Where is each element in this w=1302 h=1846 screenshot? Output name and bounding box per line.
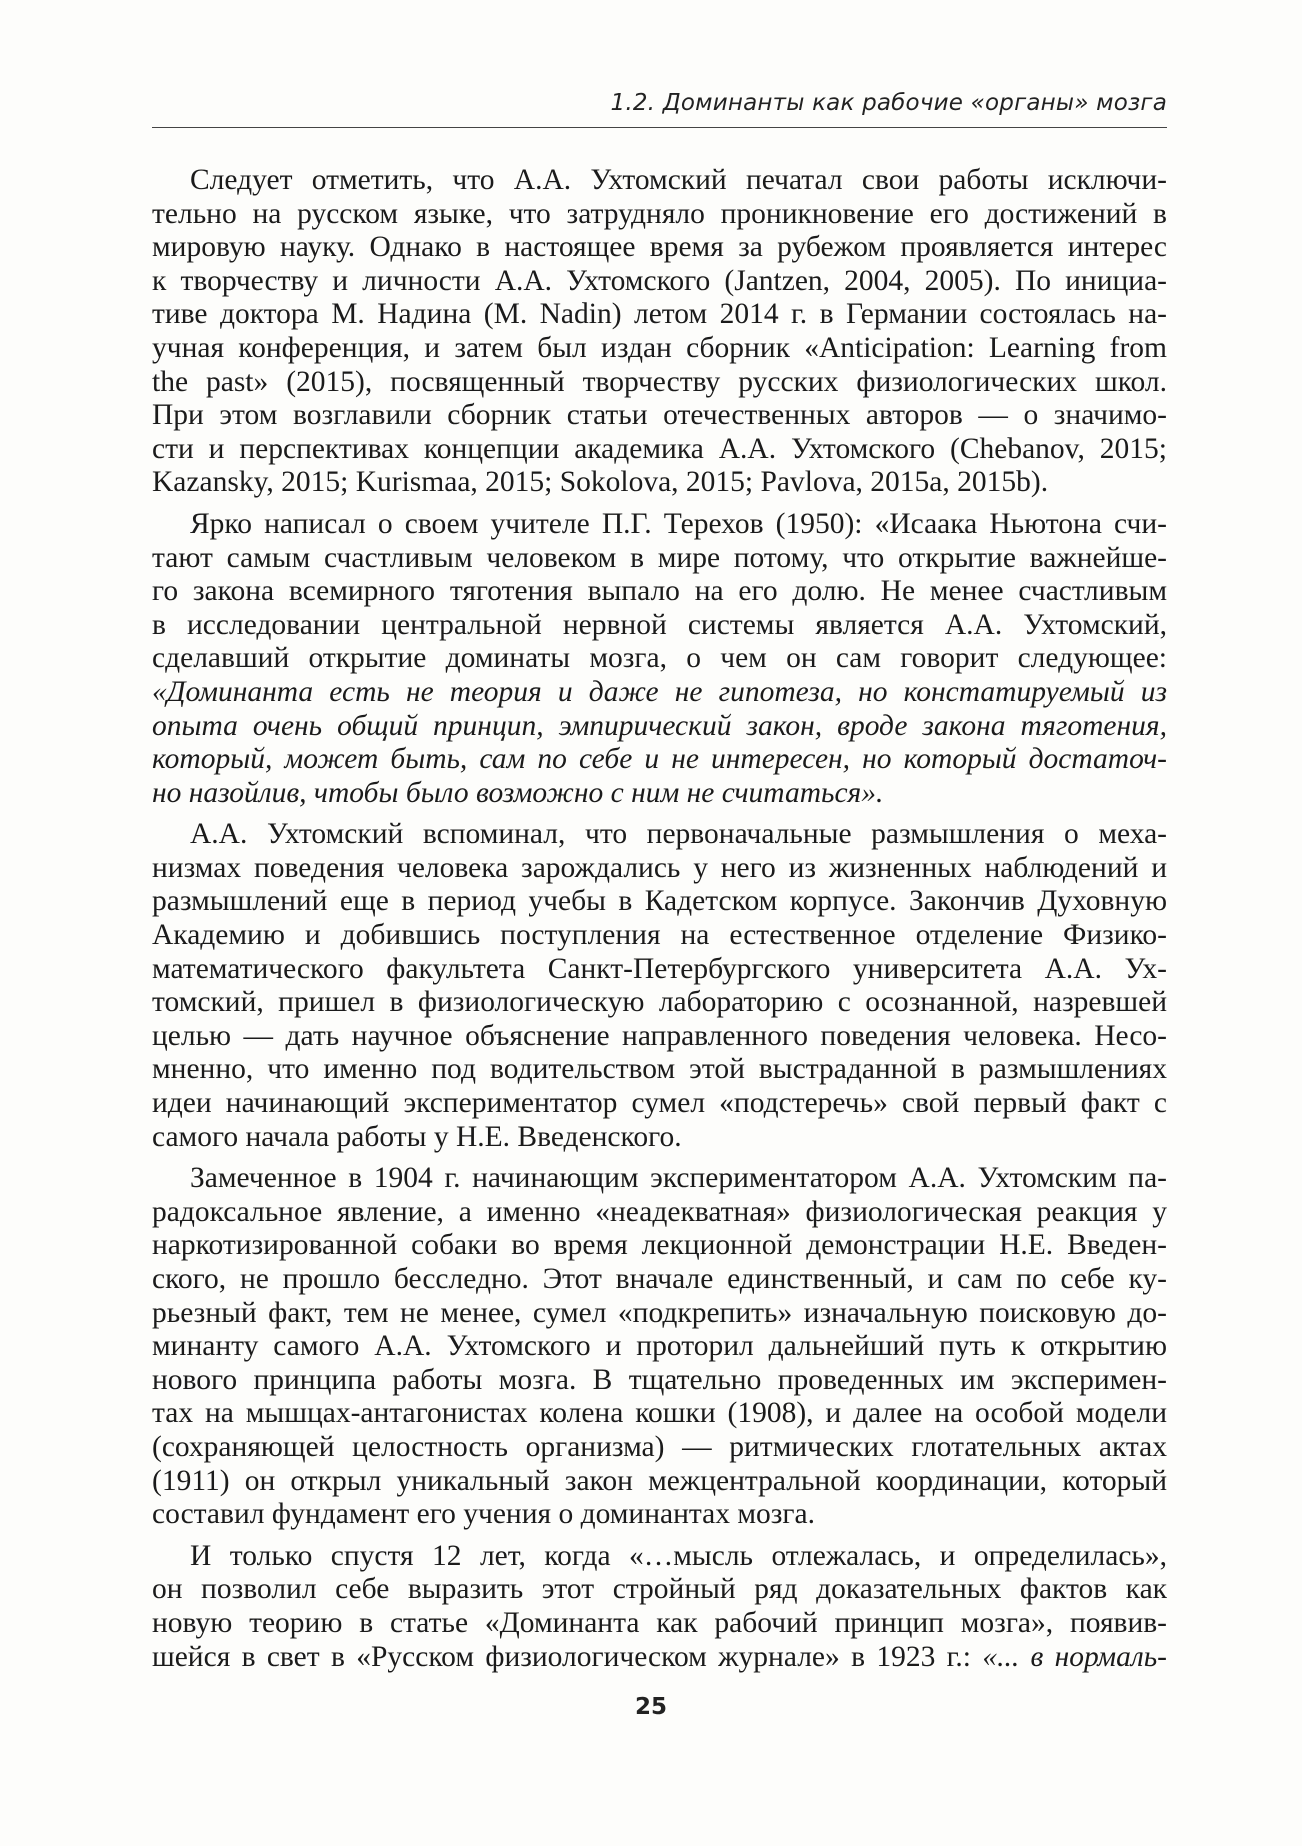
text-line: го закона всемирного тяготения выпало на его долю. Не менее счастливым (152, 575, 1167, 608)
text-line: низмах поведения человека зарождались у него из жизненных наблюдений и (152, 851, 1167, 884)
text-line: А.А. Ухтомский вспоминал, что первоначальные размышления о меха- (190, 818, 1167, 851)
text-line: При этом возглавили сборник статьи отечественных авторов — о значимо- (152, 399, 1167, 432)
paragraph-4 (152, 1162, 1167, 1532)
paragraph-2 (152, 508, 1167, 810)
text-line: учная конференция, и затем был издан сборник «Anticipation: Learning from (152, 331, 1167, 364)
paragraph-1 (152, 164, 1167, 500)
text-line: наркотизированной собаки во время лекционной демонстрации Н.Е. Введен- (152, 1229, 1167, 1262)
quote-line: который, может быть, сам по себе и не интересен, но который достаточ- (152, 743, 1167, 776)
text-line: Замеченное в 1904 г. начинающим экспериментатором А.А. Ухтомским па- (190, 1162, 1167, 1195)
header-rule (152, 127, 1167, 128)
text-line: Kazansky, 2015; Kurismaa, 2015; Sokolova, 2015; Pavlova, 2015a, 2015b). (152, 466, 1049, 499)
text-line: мировую науку. Однако в настоящее время за рубежом проявляется интерес (152, 231, 1167, 264)
running-header: 1.2. Доминанты как рабочие «органы» мозга (610, 90, 1167, 116)
text-line: мненно, что именно под водительством этой выстраданной в размышлениях (152, 1053, 1167, 1086)
text-line: ского, не прошло бесследно. Этот вначале единственный, и сам по себе ку- (152, 1263, 1167, 1295)
quote-fragment: «... в нормаль- (971, 1640, 1167, 1673)
quote-line: но назойлив, чтобы было возможно с ним не считаться». (152, 776, 884, 809)
text-line: математического факультета Санкт-Петербургского университета А.А. Ух- (152, 952, 1167, 985)
text-line: тах на мышцах-антагонистах колена кошки (1908), и далее на особой модели (152, 1397, 1167, 1430)
paragraph-5 (152, 1540, 1167, 1674)
text-line: новую теорию в статье «Доминанта как рабочий принцип мозга», появив- (152, 1606, 1167, 1639)
text-line: тиве доктора М. Надина (M. Nadin) летом 2014 г. в Германии состоялась на- (152, 298, 1167, 331)
text-line: И только спустя 12 лет, когда «…мысль отлежалась, и определилась», (190, 1539, 1167, 1572)
text-line: к творчеству и личности А.А. Ухтомского (Jantzen, 2004, 2005). По инициа- (152, 264, 1167, 297)
quote-line: «Доминанта есть не теория и даже не гипотеза, но констатируемый из (152, 675, 1167, 708)
page-number: 25 (634, 1694, 667, 1720)
text-line: тают самым счастливым человеком в мире потому, что открытие важнейше- (152, 541, 1167, 574)
text-line: он позволил себе выразить этот стройный ряд доказательных фактов как (152, 1573, 1167, 1606)
text-line: составил фундамент его учения о доминантах мозга. (152, 1498, 816, 1531)
text-line: сделавший открытие доминаты мозга, о чем он сам говорит следующее: (152, 642, 1167, 675)
text-line: Академию и добившись поступления на естественное отделение Физико- (152, 919, 1167, 952)
text-line: сти и перспективах концепции академика А.А. Ухтомского (Chebanov, 2015; (152, 432, 1167, 465)
text-line: (сохраняющей целостность организма) — ритмических глотательных актах (152, 1430, 1167, 1463)
body-text (152, 164, 1167, 1682)
text-line: Ярко написал о своем учителе П.Г. Терехов (1950): «Исаака Ньютона счи- (190, 507, 1167, 540)
text-line-with-quote (152, 1641, 1167, 1675)
text-line: the past» (2015), посвященный творчеству русских физиологических школ. (152, 365, 1167, 398)
text-line: Следует отметить, что А.А. Ухтомский печатал свои работы исключи- (190, 164, 1167, 196)
text-line: самого начала работы у Н.Е. Введенского. (152, 1120, 682, 1153)
text-line: размышлений еще в период учебы в Кадетском корпусе. Закончив Духовную (152, 885, 1167, 918)
text-line: целью — дать научное объяснение направленного поведения человека. Несо- (152, 1019, 1167, 1052)
text-line: томский, пришел в физиологическую лабораторию с осознанной, назревшей (152, 986, 1167, 1019)
text-line: идеи начинающий экспериментатор сумел «подстеречь» свой первый факт с (152, 1087, 1167, 1120)
quote-line: опыта очень общий принцип, эмпирический закон, вроде закона тяготения, (152, 709, 1167, 742)
text-line: рьезный факт, тем не менее, сумел «подкрепить» изначальную поисковую до- (152, 1296, 1167, 1329)
text-line: в исследовании центральной нервной системы является А.А. Ухтомский, (152, 608, 1167, 641)
text-line: минанту самого А.А. Ухтомского и проторил дальнейший путь к открытию (152, 1330, 1167, 1363)
text-segment: шейся в свет в «Русском физиологическом журнале» в 1923 г.: (152, 1640, 971, 1673)
text-line: тельно на русском языке, что затрудняло проникновение его достижений в (152, 197, 1167, 230)
text-line: нового принципа работы мозга. В тщательно проведенных им эксперимен- (152, 1363, 1167, 1396)
text-line: (1911) он открыл уникальный закон межцентральной координации, который (152, 1464, 1167, 1497)
text-line: радоксальное явление, а именно «неадекватная» физиологическая реакция у (152, 1195, 1167, 1228)
paragraph-3 (152, 818, 1167, 1154)
